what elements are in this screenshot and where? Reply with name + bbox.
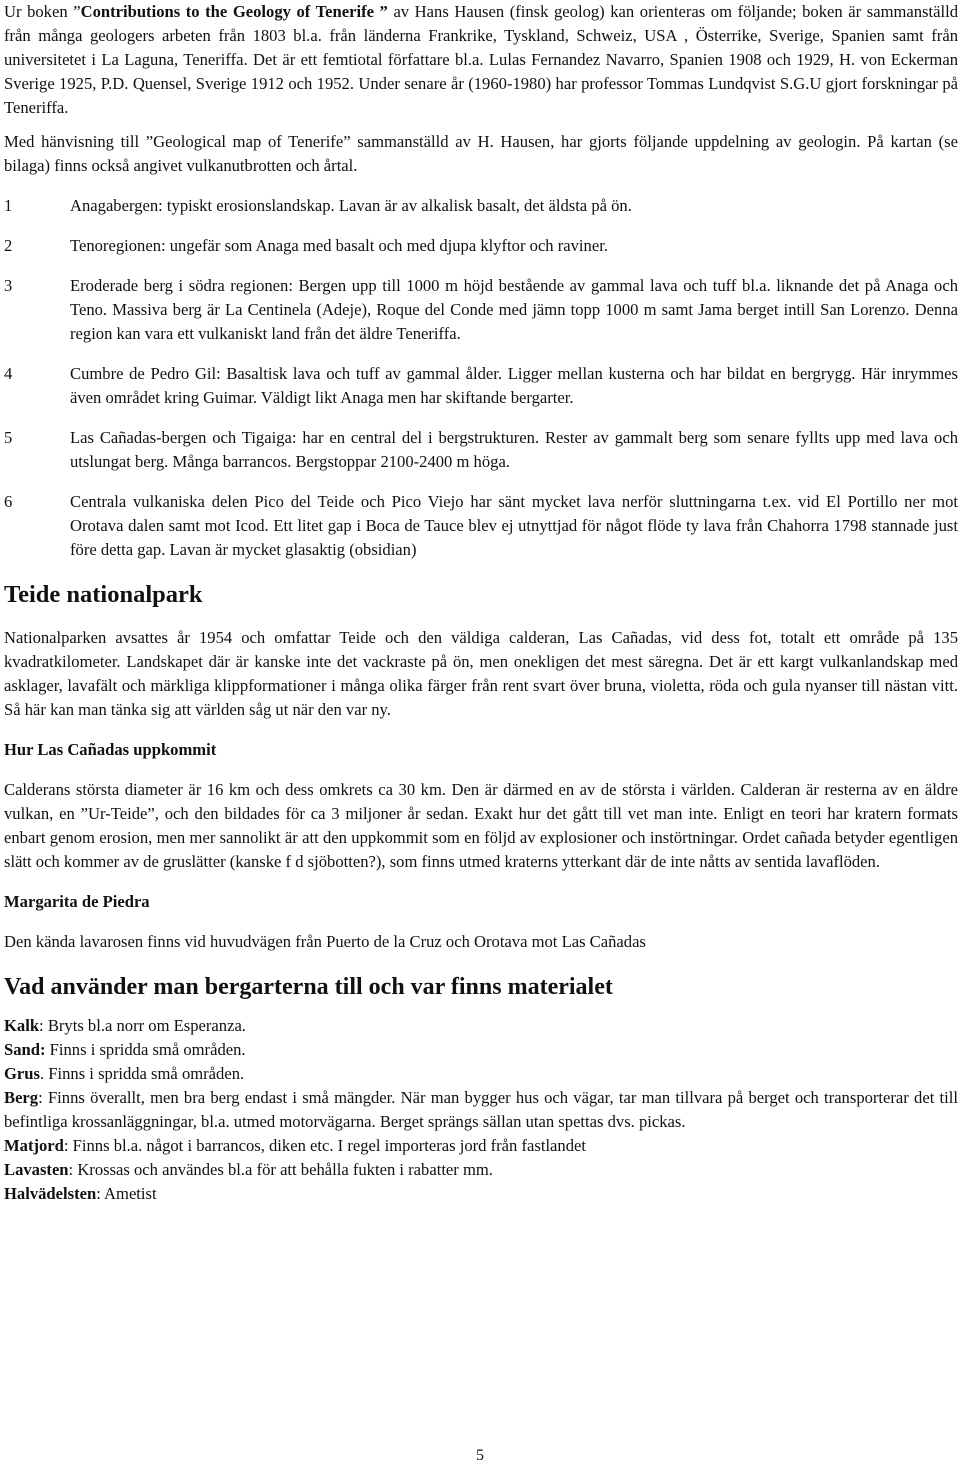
materials-heading: Vad använder man bergarterna till och var finns materialet <box>4 974 613 1000</box>
map-reference-paragraph: Med hänvisning till ”Geological map of Tenerife” sammanställd av H. Hausen, har gjorts följande uppdelning av geologin. På kartan (se bilaga) finns också angivet vulkanutbrotten och årtal. <box>4 132 958 175</box>
list-text: Tenoregionen: ungefär som Anaga med basalt och med djupa klyftor och raviner. <box>70 236 608 255</box>
list-number: 2 <box>4 236 13 255</box>
material-item <box>4 1014 958 1038</box>
list-number: 6 <box>4 492 13 511</box>
material-text: Krossas och användes bl.a för att behålla fukten i rabatter mm. <box>77 1160 493 1179</box>
canadas-heading: Hur Las Cañadas uppkommit <box>4 740 217 759</box>
material-item <box>4 1158 958 1182</box>
book-title: Contributions to the Geology of Tenerife ” <box>80 2 388 21</box>
material-term: Lavasten <box>4 1160 69 1179</box>
list-number: 4 <box>4 364 13 383</box>
material-text: Finns i spridda små områden. <box>48 1064 245 1083</box>
material-term: Halvädelsten <box>4 1184 97 1203</box>
material-term: Kalk <box>4 1016 40 1035</box>
list-item <box>4 426 958 474</box>
material-separator: : <box>63 1136 73 1155</box>
document-page <box>4 0 958 1206</box>
page-number: 5 <box>476 1447 484 1464</box>
list-item <box>4 490 958 562</box>
teide-heading: Teide nationalpark <box>4 581 203 608</box>
list-number: 1 <box>4 196 13 215</box>
intro-text-b: av Hans Hausen (finsk geolog) kan orienteras om följande; boken är sammanställd från många geologers arbeten från 1803 bl.a. från länderna Frankrike, Tyskland, Schweiz, USA , Österrike, Sverige, Spanien samt från universitetet i La Laguna, Teneriffa. Det är ett femtiotal författare bl.a. Lulas Fernandez Navarro, Spanien 1908 och 1929, H. von Eckerman Sverige 1925, P.D. Quensel, Sverige 1912 och 1952. Under senare år (1960-1980) har professor Tommas Lundqvist S.G.U gjort forskningar på Teneriffa. <box>4 2 958 117</box>
intro-text-a: Ur boken ” <box>4 2 81 21</box>
list-item <box>4 194 958 218</box>
material-term: Grus <box>4 1064 40 1083</box>
material-item <box>4 1062 958 1086</box>
region-list <box>4 194 958 562</box>
list-text: Las Cañadas-bergen och Tigaiga: har en central del i bergstrukturen. Rester av gammalt berg som senare fyllts upp med lava och utslungat berg. Många barrancos. Bergstoppar 2100-2400 m höga. <box>70 428 958 471</box>
margarita-heading: Margarita de Piedra <box>4 892 150 911</box>
list-text: Eroderade berg i södra regionen: Bergen upp till 1000 m höjd bestående av gammal lava och tuff bl.a. liknande det på Anaga och Teno. Massiva berg är La Centinela (Adeje), Roque del Conde med jämn topp 1000 m samt Jama berget intill San Lorenzo. Denna region kan vara ett vulkaniskt land från det äldre Teneriffa. <box>70 276 958 343</box>
material-item <box>4 1182 958 1206</box>
material-text: Ametist <box>104 1184 157 1203</box>
canadas-paragraph: Calderans största diameter är 16 km och dess omkrets ca 30 km. Den är därmed en av de största i världen. Calderan är resterna av en äldre vulkan, en ”Ur-Teide”, och den bildades för ca 3 miljoner år sedan. Exakt hur det gått till vet man inte. Enligt en teori har kratern formats enbart genom erosion, men mer sannolikt är att den uppkommit som en följd av explosioner och instörtningar. Ordet cañada betyder egentligen slätt och kommer av de gruslätter (kanske f d sjöbotten?), som finns utmed kraterns ytterkant där de inte nåtts av sentida lavaflöden. <box>4 780 958 871</box>
material-item <box>4 1086 958 1134</box>
material-term: Matjord <box>4 1136 64 1155</box>
list-number: 5 <box>4 428 13 447</box>
material-separator: : <box>39 1016 48 1035</box>
material-item <box>4 1134 958 1158</box>
list-item <box>4 362 958 410</box>
list-text: Cumbre de Pedro Gil: Basaltisk lava och tuff av gammal ålder. Ligger mellan kusterna och har bildat en bergrygg. Här inrymmes även området kring Guimar. Väldigt likt Anaga men har skiftande bergarter. <box>70 364 958 407</box>
material-separator: : <box>96 1184 105 1203</box>
material-text: Bryts bl.a norr om Esperanza. <box>47 1016 246 1035</box>
list-text: Centrala vulkaniska delen Pico del Teide och Pico Viejo har sänt mycket lava nerför sluttningarna t.ex. vid El Portillo ner mot Orotava dalen samt mot Icod. Ett litet gap i Boca de Tauce blev ej utnyttjad för något flöde ty lava från Chahorra 1798 stannade just före detta gap. Lavan är mycket glasaktig (obsidian) <box>70 492 958 559</box>
material-separator: . <box>39 1064 49 1083</box>
margarita-paragraph: Den kända lavarosen finns vid huvudvägen från Puerto de la Cruz och Orotava mot Las Cañadas <box>4 932 646 951</box>
intro-paragraph <box>4 0 958 120</box>
list-number: 3 <box>4 276 13 295</box>
list-item <box>4 274 958 346</box>
material-separator: : <box>38 1088 48 1107</box>
material-term: Berg <box>4 1088 39 1107</box>
material-term: Sand: <box>4 1040 46 1059</box>
teide-paragraph: Nationalparken avsattes år 1954 och omfattar Teide och den väldiga calderan, Las Cañadas, vid dess fot, totalt ett område på 135 kvadratkilometer. Landskapet där är kanske inte det vackraste på ön, men onekligen det mest säregna. Det är ett kargt vulkanlandskap med asklager, lavafält och märkliga klippformationer i många olika färger från rent svart över bruna, violetta, röda och gula nyanser till nästan vitt. Så här kan man tänka sig att världen såg ut när den var ny. <box>4 628 958 719</box>
material-text: Finns överallt, men bra berg endast i små mängder. När man bygger hus och vägar, tar man tillvara på berget och transporterar det till befintliga krossanläggningar, bl.a. utmed motorvägarna. Berget sprängs sällan utan spettas dvs. pickas. <box>4 1088 958 1131</box>
material-item <box>4 1038 958 1062</box>
material-separator: : <box>68 1160 78 1179</box>
materials-list <box>4 1014 958 1206</box>
material-text: Finns bl.a. något i barrancos, diken etc. I regel importeras jord från fastlandet <box>72 1136 586 1155</box>
material-text: Finns i spridda små områden. <box>49 1040 246 1059</box>
list-text: Anagabergen: typiskt erosionslandskap. Lavan är av alkalisk basalt, det äldsta på ön. <box>70 196 632 215</box>
list-item <box>4 234 958 258</box>
